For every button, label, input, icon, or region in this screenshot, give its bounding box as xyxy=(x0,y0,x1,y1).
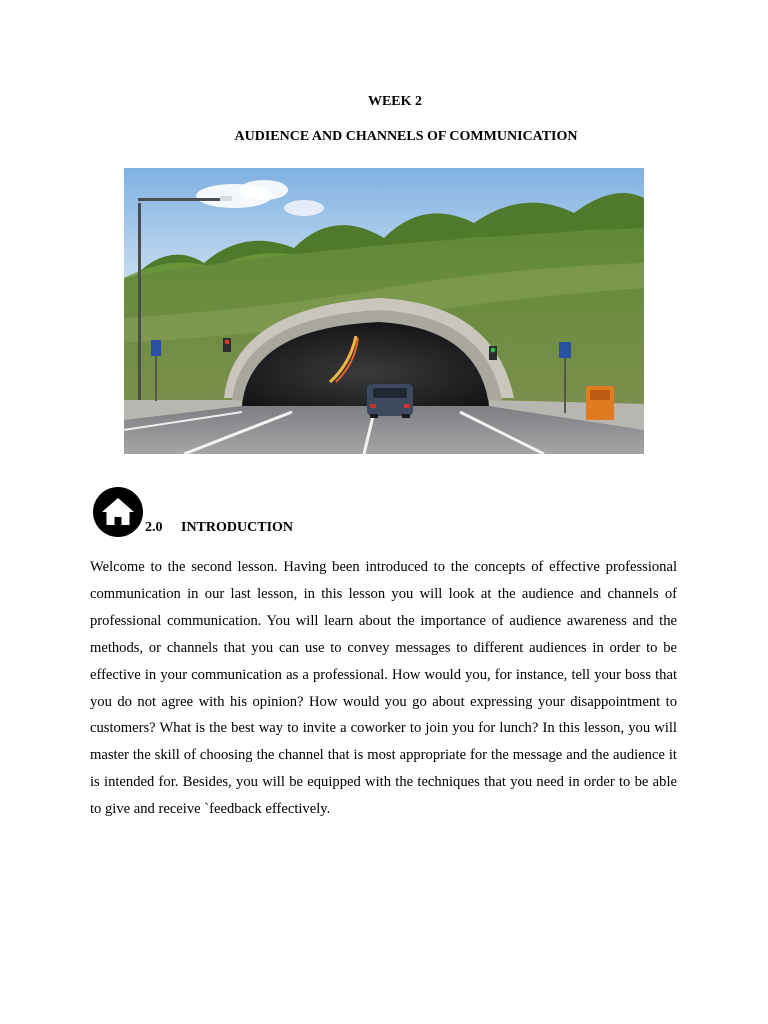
intro-paragraph: Welcome to the second lesson. Having been introduced to the concepts of effective professional communication in our last lesson, in this lesson you will look at the audience and channels of professional communication. You will learn about the importance of audience awareness and the methods, or channels that you can use to convey messages to different audiences in order to be effective in your communication as a professional. How would you, for instance, tell your boss that you do not agree with his opinion? How would you go about expressing your disappointment to customers? What is the best way to invite a coworker to join you for lunch? In this lesson, you will master the skill of choosing the channel that is most appropriate for the message and the audience it is intended for. Besides, you will be equipped with the techniques that you need in order to be able to give and receive `feedback effectively. xyxy=(90,559,677,818)
tunnel-photo xyxy=(124,168,644,454)
page-title: AUDIENCE AND CHANNELS OF COMMUNICATION xyxy=(234,129,578,144)
section-heading xyxy=(145,520,293,536)
home-icon xyxy=(92,486,144,538)
section-title: INTRODUCTION xyxy=(181,520,294,535)
week-label: WEEK 2 xyxy=(367,94,423,109)
section-number: 2.0 xyxy=(145,520,163,535)
